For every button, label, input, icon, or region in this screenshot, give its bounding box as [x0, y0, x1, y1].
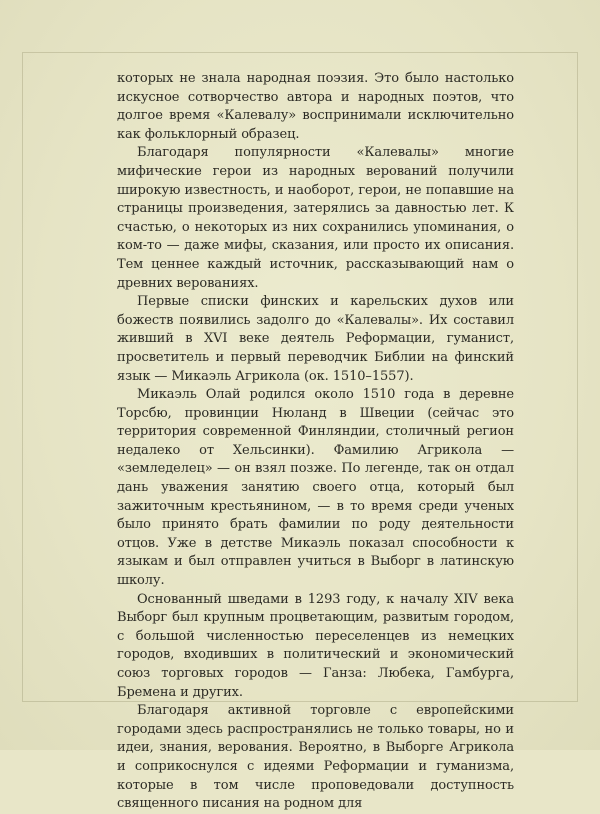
paragraph: Микаэль Олай родился около 1510 года в деревне Торсбю, провинции Нюланд в Швеции (сейчас это территория современной Финляндии, столичный регион недалеко от Хельсинки). Фамилию Агрикола — «земледелец» — он взял позже. По легенде, так он отдал дань уважения занятию своего отца, который был зажиточным крестьянином, — в то время среди ученых было принято брать фамилии по роду деятельности отцов. Уже в детстве Микаэль показал способности к языкам и был отправлен учиться в Выборг в латинскую школу.	[117, 387, 514, 589]
paragraph: Первые списки финских и карельских духов или божеств появились задолго до «Калевалы». Их составил живший в XVI веке деятель Реформации, гуманист, просветитель и первый переводчик Библии на финский язык — Микаэль Агрикола (ок. 1510–1557).	[117, 294, 514, 384]
paragraph: которых не знала народная поэзия. Это было настолько искусное сотворчество автора и народных поэтов, что долгое время «Калевалу» воспринимали исключительно как фольклорный образец.	[117, 71, 514, 142]
paragraph: Благодаря популярности «Калевалы» многие мифические герои из народных верований получили широкую известность, и наоборот, герои, не попавшие на страницы произведения, затерялись за давностью лет. К счастью, о некоторых из них сохранились упоминания, о ком-то — даже мифы, сказания, или просто их описания. Тем ценнее каждый источник, рассказывающий нам о древних верованиях.	[117, 145, 514, 291]
paragraph: Благодаря активной торговле с европейскими городами здесь распространялись не только товары, но и идеи, знания, верования. Вероятно, в Выборге Агрикола и соприкоснулся с идеями Реформации и гуманизма, которые в том числе проповедовали доступность священного писания на родном для	[117, 703, 514, 812]
paragraph: Основанный шведами в 1293 году, к началу XIV века Выборг был крупным процветающим, развитым городом, с большой численностью переселенцев из немецких городов, входивших в политический и экономический союз торговых городов — Ганза: Любека, Гамбурга, Бремена и других.	[117, 591, 514, 700]
text-block	[117, 70, 514, 814]
